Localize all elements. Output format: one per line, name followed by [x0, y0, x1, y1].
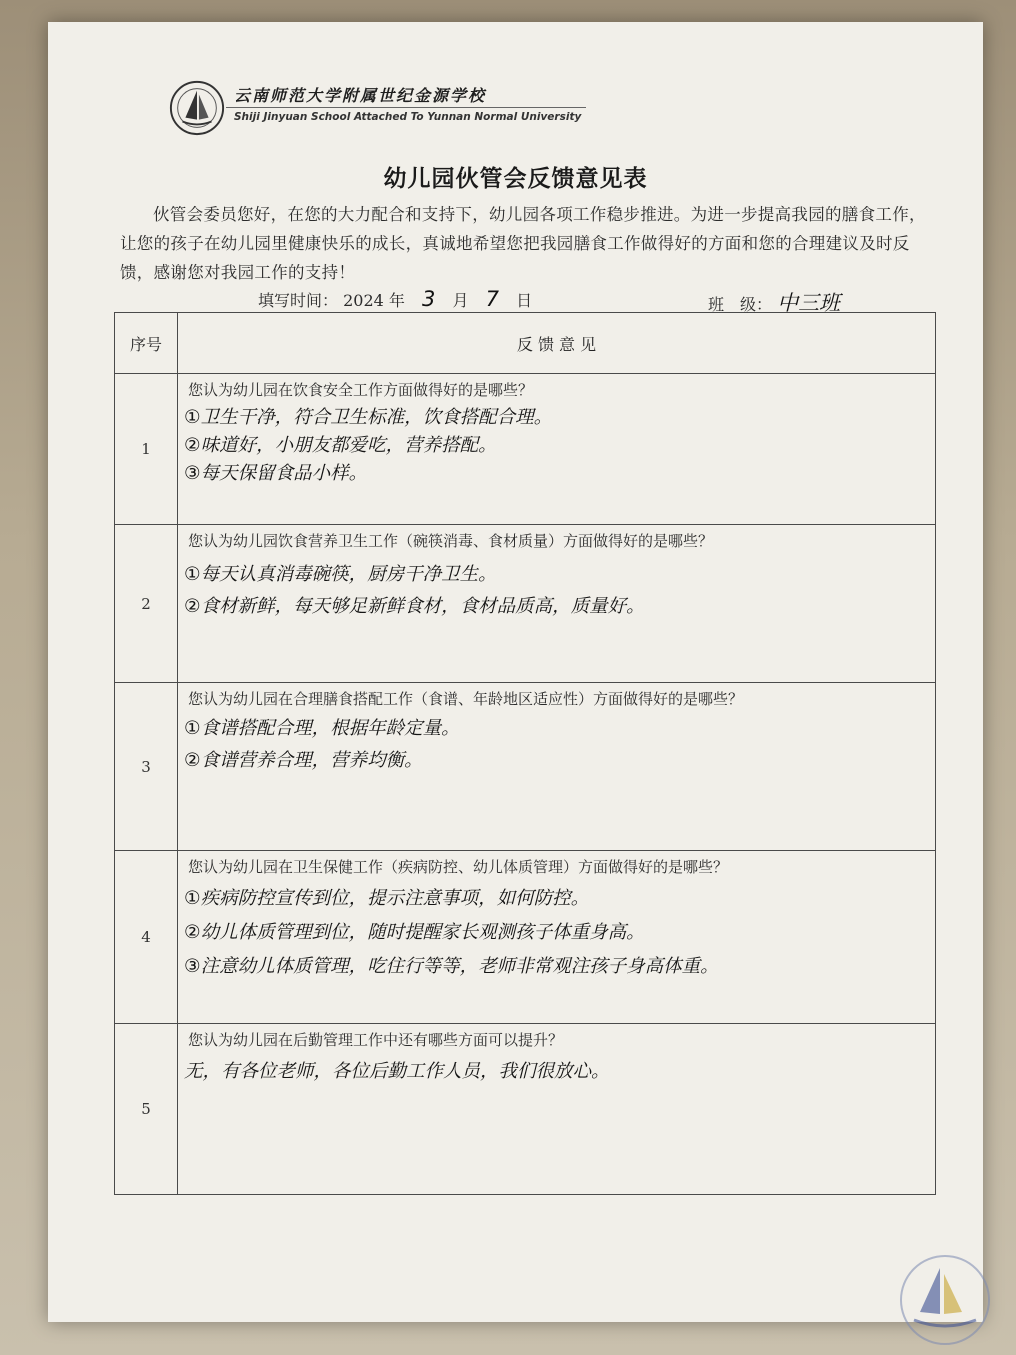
table-row — [115, 525, 936, 683]
school-watermark-logo-icon — [880, 1250, 1010, 1350]
handwritten-answer: 无，有各位老师，各位后勤工作人员，我们很放心。 — [184, 1061, 610, 1082]
feedback-cell — [178, 1024, 936, 1195]
feedback-cell — [178, 683, 936, 851]
feedback-table — [114, 312, 936, 1195]
question-text: 您认为幼儿园在合理膳食搭配工作（食谱、年龄地区适应性）方面做得好的是哪些？ — [188, 690, 744, 708]
form-title: 幼儿园伙管会反馈意见表 — [383, 165, 648, 192]
school-logo-icon — [168, 79, 226, 137]
handwritten-answer: ②味道好，小朋友都爱吃，营养搭配。 — [184, 435, 497, 456]
date-line — [258, 287, 532, 311]
header-no: 序号 — [115, 313, 178, 374]
date-year-unit: 年 — [388, 291, 405, 310]
table-row — [115, 851, 936, 1024]
row-number: 3 — [115, 683, 178, 851]
table-row — [115, 1024, 936, 1195]
date-year: 2024 — [343, 291, 384, 310]
form-intro: 伙管会委员您好，在您的大力配合和支持下，幼儿园各项工作稳步推进。为进一步提高我园的膳食工作，让您的孩子在幼儿园里健康快乐的成长，真诚地希望您把我园膳食工作做得好的方面和您的合理建议及时反馈，感谢您对我园工作的支持！ — [120, 205, 926, 282]
table-header-row — [115, 313, 936, 374]
date-label: 填写时间： — [258, 291, 339, 310]
class-value: 中三班 — [777, 291, 841, 315]
question-text: 您认为幼儿园在后勤管理工作中还有哪些方面可以提升？ — [188, 1031, 564, 1049]
row-number: 1 — [115, 374, 178, 525]
date-month: 3 — [422, 287, 436, 311]
handwritten-answer: ①疾病防控宣传到位，提示注意事项，如何防控。 — [184, 888, 590, 909]
handwritten-answer: ③注意幼儿体质管理，吃住行等等，老师非常观注孩子身高体重。 — [184, 956, 719, 977]
question-text: 您认为幼儿园在卫生保健工作（疾病防控、幼儿体质管理）方面做得好的是哪些？ — [188, 858, 729, 876]
date-month-unit: 月 — [452, 291, 469, 310]
question-text: 您认为幼儿园饮食营养卫生工作（碗筷消毒、食材质量）方面做得好的是哪些？ — [188, 532, 714, 550]
feedback-cell — [178, 851, 936, 1024]
school-name-en: Shiji Jinyuan School Attached To Yunnan Normal University — [234, 111, 582, 123]
date-day: 7 — [485, 287, 499, 311]
question-text: 您认为幼儿园在饮食安全工作方面做得好的是哪些？ — [188, 381, 534, 399]
handwritten-answer: ③每天保留食品小样。 — [184, 463, 368, 484]
row-number: 5 — [115, 1024, 178, 1195]
feedback-form-sheet — [48, 22, 983, 1322]
row-number: 2 — [115, 525, 178, 683]
handwritten-answer: ①卫生干净，符合卫生标准，饮食搭配合理。 — [184, 407, 553, 428]
handwritten-answer: ②食谱营养合理，营养均衡。 — [184, 750, 423, 771]
handwritten-answer: ①每天认真消毒碗筷，厨房干净卫生。 — [184, 564, 497, 585]
header-feedback: 反 馈 意 见 — [178, 313, 936, 374]
feedback-cell — [178, 374, 936, 525]
feedback-cell — [178, 525, 936, 683]
date-day-unit: 日 — [516, 291, 533, 310]
letterhead-rule — [226, 107, 586, 108]
row-number: 4 — [115, 851, 178, 1024]
school-letterhead — [168, 67, 768, 147]
table-row — [115, 374, 936, 525]
handwritten-answer: ②幼儿体质管理到位，随时提醒家长观测孩子体重身高。 — [184, 922, 645, 943]
handwritten-answer: ②食材新鲜，每天够足新鲜食材，食材品质高，质量好。 — [184, 596, 645, 617]
school-name-cn: 云南师范大学附属世纪金源学校 — [234, 86, 487, 105]
table-row — [115, 683, 936, 851]
class-label: 班 级： — [708, 295, 773, 314]
handwritten-answer: ①食谱搭配合理，根据年龄定量。 — [184, 718, 460, 739]
